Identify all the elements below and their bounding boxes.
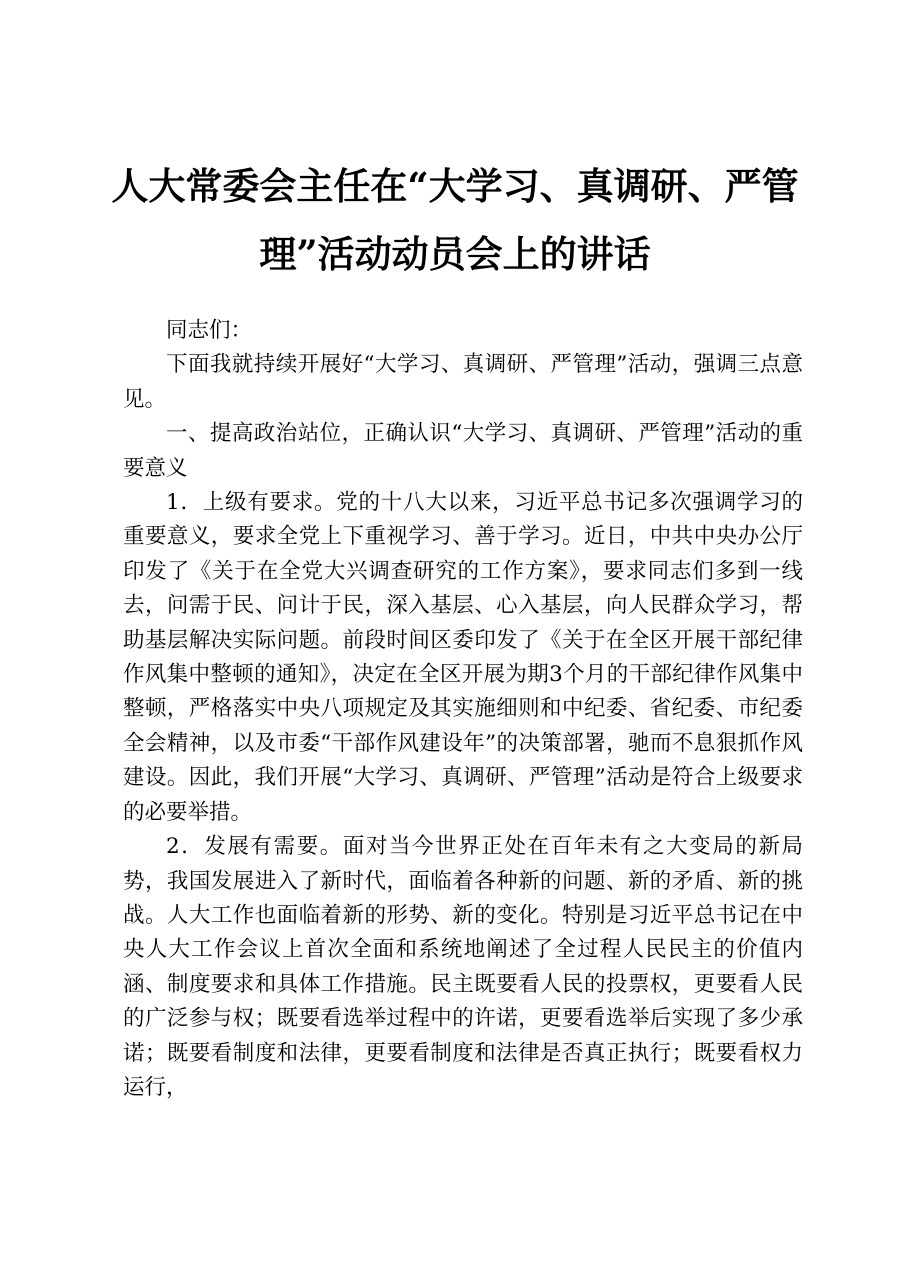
body-paragraph: 2．发展有需要。面对当今世界正处在百年未有之大变局的新局势，我国发展进入了新时代，面临着各种新的问题、新的矛盾、新的挑战。人大工作也面临着新的形势、新的变化。特别是习近平总书记在中央人大工作会议上首次全面和系统地阐述了全过程人民民主的价值内涵、制度要求和具体工作措施。民主既要看人民的投票权，更要看人民的广泛参与权；既要看选举过程中的许诺，更要看选举后实现了多少承诺；既要看制度和法律，更要看制度和法律是否真正执行；既要看权力运行，: [123, 834, 803, 1100]
section-heading-1: 一、提高政治站位，正确认识“大学习、真调研、严管理”活动的重要意义: [123, 421, 803, 481]
document-body: [123, 314, 803, 1105]
body-paragraph: 1．上级有要求。党的十八大以来，习近平总书记多次强调学习的重要意义，要求全党上下重视学习、善于学习。近日，中共中央办公厅印发了《关于在全党大兴调查研究的工作方案》，要求同志们多到一线去，问需于民、问计于民，深入基层、心入基层，向人民群众学习，帮助基层解决实际问题。前段时间区委印发了《关于在全区开展干部纪律作风集中整顿的通知》，决定在全区开展为期3个月的干部纪律作风集中整顿，严格落实中央八项规定及其实施细则和中纪委、省纪委、市纪委全会精神，以及市委“干部作风建设年”的决策部署，驰而不息狠抓作风建设。因此，我们开展“大学习、真调研、严管理”活动是符合上级要求的必要举措。: [123, 490, 803, 825]
intro-paragraph: 下面我就持续开展好“大学习、真调研、严管理”活动，强调三点意见。: [123, 352, 803, 412]
document-title: [110, 152, 800, 288]
title-line-1: 人大常委会主任在“大学习、真调研、严管: [111, 164, 799, 208]
title-line-2: 理”活动动员会上的讲话: [259, 232, 651, 276]
salutation: 同志们：: [166, 318, 253, 343]
